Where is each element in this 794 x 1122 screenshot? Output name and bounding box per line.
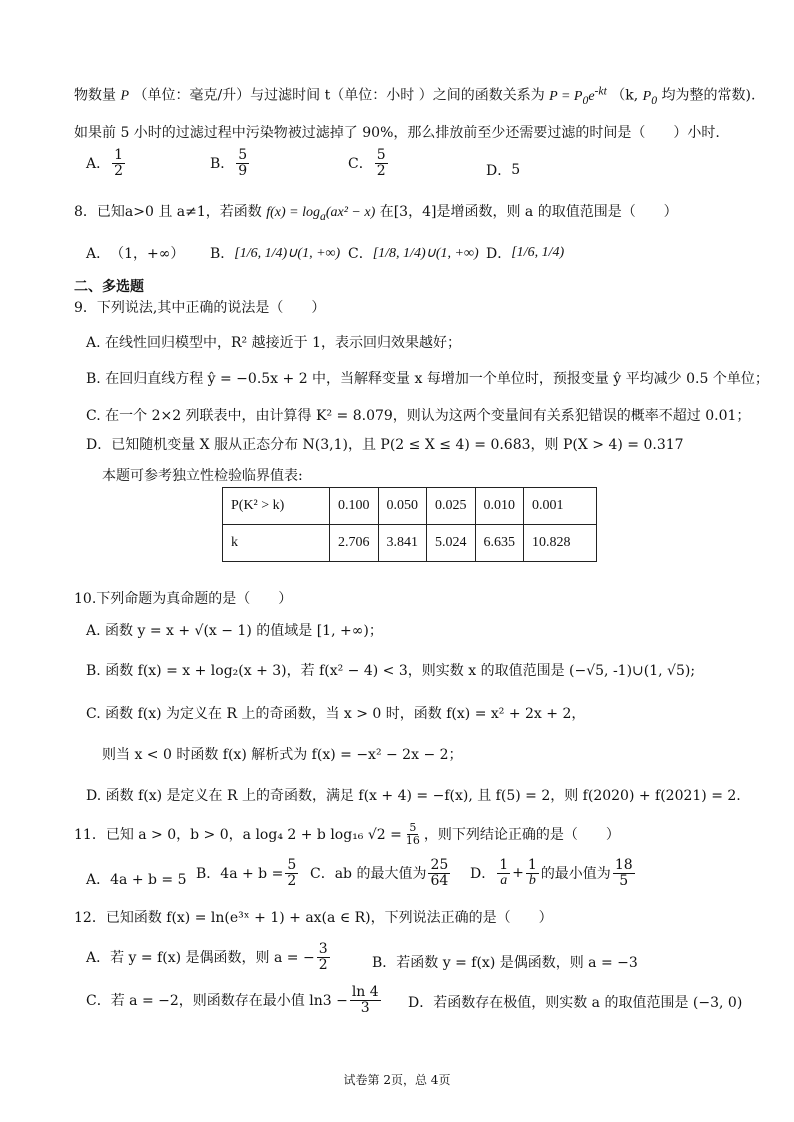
q9-option-d: D．已知随机变量 X 服从正态分布 N(3,1)，且 P(2 ≤ X ≤ 4) = 0.683，则 P(X > 4) = 0.317 [86,437,684,453]
denominator: 16 [405,833,420,847]
option-text: B．4a + b = [196,866,284,883]
q12-option-b: B．若函数 y = f(x) 是偶函数，则 a = −3 [372,955,638,971]
q8-text-c: 在[3，4]是增函数，则 a 的取值范围是（ ） [379,204,678,220]
q10-option-a: A. 函数 y = x + √(x − 1) 的值域是 [1, +∞)； [86,623,383,639]
table-cell: 10.828 [524,525,597,562]
q7-text-b: （单位：毫克/升）与过滤时间 t（单位：小时 ）之间的函数关系为 [133,87,545,104]
q7-text-a: 物数量 [74,87,116,104]
option-text: （1，+∞） [110,246,185,262]
fraction [613,858,635,888]
table-cell: 6.635 [475,525,524,562]
q7-formula: $P = P_0e^{-kt}$ [549,84,607,107]
denominator: 3 [360,999,370,1016]
fraction [317,942,330,972]
critical-value-table [222,487,597,562]
option-label: B． [210,246,235,262]
q8-option-c [348,243,479,263]
denominator: 2 [114,162,124,179]
q8-option-b [210,243,340,263]
option-label: C． [348,156,373,173]
option-text: [1/6, 1/4) [511,245,565,260]
q10-option-d: D. 函数 f(x) 是定义在 R 上的奇函数，满足 f(x + 4) = −f(x), 且 f(5) = 2，则 f(2020) + f(2021) = 2. [86,788,741,804]
fraction [350,985,381,1015]
denominator: 2 [287,872,297,889]
table-cell: 0.010 [475,488,524,525]
numerator: 3 [318,941,328,957]
numerator: ln 4 [351,984,379,1000]
q7-option-c [348,148,390,178]
table-cell: 2.706 [330,525,379,562]
q11-option-a: A．4a + b = 5 [86,872,187,888]
q10-option-c-line1: C. 函数 f(x) 为定义在 R 上的奇函数，当 x > 0 时，函数 f(x) = x² + 2x + 2， [86,706,586,722]
fraction: $\frac{1}{a}$ [499,857,509,888]
q11-option-c [310,858,452,888]
fraction [428,858,450,888]
q7-text-d: 均为整的常数). [661,87,756,104]
q7-line2: 如果前 5 小时的过滤过程中污染物被过滤掉了 90%，那么排放前至少还需要过滤的时间是（ ）小时. [74,125,720,141]
option-text: C．若 a = −2，则函数存在最小值 ln3 − [86,993,348,1010]
option-label: B． [210,156,235,173]
option-label: D． [486,246,512,262]
table-cell: 0.025 [427,488,476,525]
denominator: 64 [430,872,449,889]
table-cell: 0.050 [378,488,427,525]
option-text: A．若 y = f(x) 是偶函数，则 a = − [86,950,315,967]
option-label: D． [470,866,496,883]
table-cell: 0.100 [330,488,379,525]
section-title: 二、多选题 [74,279,144,295]
q10-stem: 10.下列命题为真命题的是（ ） [74,591,293,607]
q8-option-a [86,243,184,263]
q10-option-c-line2: 则当 x < 0 时函数 f(x) 解析式为 f(x) = −x² − 2x − 2； [102,747,463,763]
table-cell: 5.024 [427,525,476,562]
q8-formula-main: f(x) = log [266,205,321,220]
q7-option-b [210,148,251,178]
option-text: [1/6, 1/4)∪(1, +∞) [234,245,341,261]
q8-text-b: a>0 且 a≠1，若函数 [124,204,262,220]
denominator: 2 [318,956,328,973]
option-label: A． [86,246,111,262]
option-label: A． [86,156,111,173]
option-text: C．ab 的最大值为 [310,866,427,883]
q8-formula-arg: (ax² − x) [325,205,376,220]
fraction [375,148,388,178]
option-label: D． [486,163,512,179]
q9-option-a: A. 在线性回归模型中，R² 越接近于 1，表示回归效果越好； [86,335,461,351]
q8-text-a: 8．已知 [74,204,125,220]
fraction [236,148,249,178]
numerator: 1 [114,147,124,163]
q11-option-d: D． $\frac{1}{a}$ + $\frac{1}{b}$ 的最小值为 $\frac{18}{5}$ [470,857,633,889]
numerator: 25 [430,857,449,873]
q12-option-d: D．若函数存在极值，则实数 a 的取值范围是 (−3, 0) [408,995,743,1011]
table-row [223,488,597,525]
q10-option-b: B. 函数 f(x) = x + log₂(x + 3)，若 f(x² − 4) < 3，则实数 x 的取值范围是 (−√5, -1)∪(1, √5); [86,663,696,679]
table-row [223,525,597,562]
denominator: 5 [619,872,629,889]
q12-stem: 12．已知函数 f(x) = ln(e³ˣ + 1) + ax(a ∈ R)，下列说法正确的是（ ） [74,910,553,926]
q11-option-b [196,858,300,888]
table-cell: 3.841 [378,525,427,562]
option-label: C． [348,246,373,262]
q7-option-d [486,160,520,180]
numerator: 5 [287,857,297,873]
q9-option-b: B. 在回归直线方程 ŷ = −0.5x + 2 中，当解释变量 x 每增加一个单位时，预报变量 ŷ 平均减少 0.5 个单位； [86,371,769,387]
q8-formula [266,205,376,223]
q9-table-caption: 本题可参考独立性检验临界值表: [102,468,303,484]
numerator: 18 [614,857,633,873]
denominator: 2 [376,162,386,179]
page-footer: 试卷第 2页，总 4页 [343,1073,451,1087]
numerator: 5 [409,821,417,834]
q11-stem-a: 11．已知 a > 0，b > 0，a log₄ 2 + b log₁₆ √2 = [74,827,402,844]
table-cell: 0.001 [524,488,597,525]
q9-stem: 9．下列说法,其中正确的说法是（ ） [74,300,326,316]
q8-formula-sub: a [320,209,326,223]
q7-text-c: （k, [611,87,639,104]
q8-stem [74,201,678,223]
q7-var-p0: $P_0$ [642,88,658,107]
fraction: $\frac{1}{b}$ [527,857,537,888]
q7-line1 [74,84,755,106]
table-header-cell: P(K² > k) [223,488,330,525]
numerator: 5 [376,147,386,163]
q11-stem-b: ，则下列结论正确的是（ ） [423,827,620,844]
q9-option-c: C. 在一个 2×2 列联表中，由计算得 K² = 8.079，则认为这两个变量间有关系犯错误的概率不超过 0.01； [86,408,751,424]
option-text: 的最小值为 [540,866,611,883]
q11-stem [74,822,620,846]
q12-option-a [86,942,332,972]
fraction [112,148,125,178]
table-header-cell: k [223,525,330,562]
fraction [285,858,298,888]
numerator: 5 [238,147,248,163]
option-value: 5 [511,162,521,178]
fraction [404,822,422,846]
option-text: [1/8, 1/4)∪(1, +∞) [372,245,479,261]
q8-option-d [486,243,564,263]
q7-var-p: P [120,88,130,104]
denominator: 9 [238,162,248,179]
q12-option-c [86,985,383,1015]
q7-option-a [86,148,127,178]
